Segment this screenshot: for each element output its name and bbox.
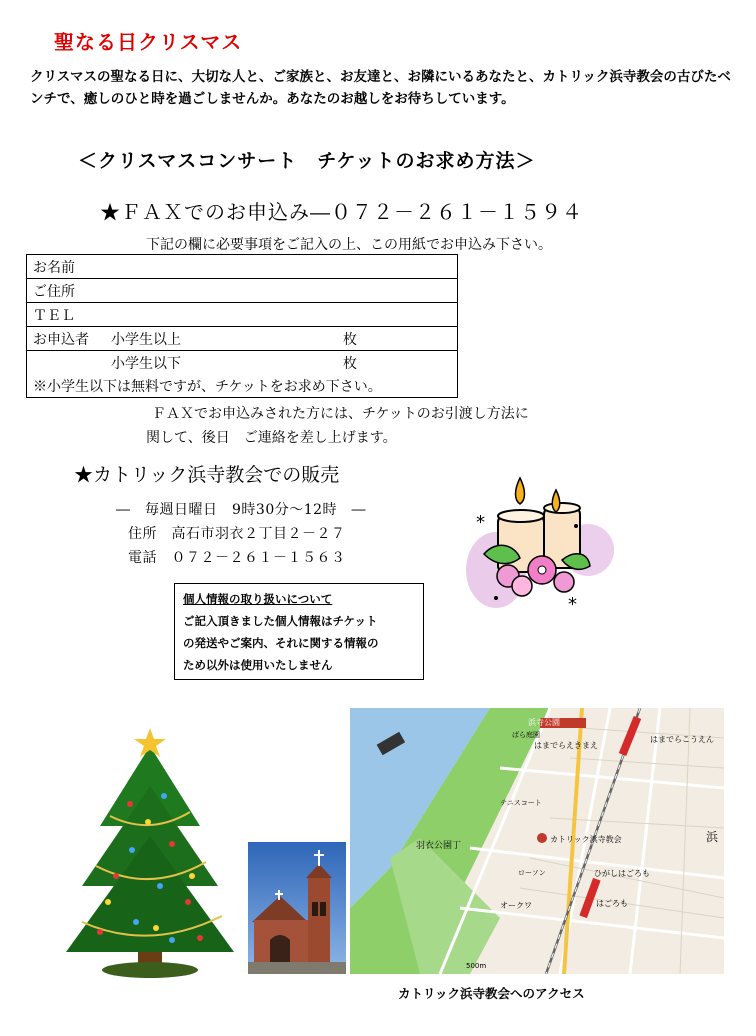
adult-unit: 枚 <box>343 331 357 348</box>
name-field[interactable] <box>27 255 458 279</box>
map-label-lawson: ローソン <box>518 869 546 877</box>
fax-followup <box>146 402 529 450</box>
address-label: ご住所 <box>33 283 75 300</box>
form-note: ※小学生以下は無料ですが、チケットをお求め下さい。 <box>27 374 458 398</box>
tel-field[interactable] <box>27 303 458 327</box>
fax-instruction: 下記の欄に必要事項をご記入の上、この用紙でお申込み下さい。 <box>146 237 552 253</box>
store-hours: ― 毎週日曜日 9時30分～12時 ― <box>116 502 367 518</box>
application-form <box>26 254 458 398</box>
adult-qty-field[interactable] <box>27 327 458 351</box>
map-label-hamadera-koen: はまでらこうえん <box>650 735 714 744</box>
map-label-tennis: テニスコート <box>500 799 542 807</box>
privacy-line2: の発送やご案内、それに関する情報の <box>183 636 379 650</box>
fax-heading: ★ＦＡＸでのお申込み―０７２－２６１－１５９４ <box>100 200 583 224</box>
privacy-line3: ため以外は使用いたしません <box>183 658 333 672</box>
child-unit: 枚 <box>343 355 357 372</box>
map-label-park-top: 浜寺公園 <box>528 718 560 727</box>
map-label-hagoromo-station: はごろも <box>596 899 628 908</box>
applicant-label: お申込者 <box>33 331 89 348</box>
privacy-line1: ご記入頂きました個人情報はチケット <box>183 614 378 628</box>
store-heading: ★カトリック浜寺教会での販売 <box>74 464 340 486</box>
ticket-heading: ＜クリスマスコンサート チケットのお求め方法＞ <box>78 150 536 172</box>
map-label-hama: 浜 <box>706 830 719 844</box>
page-title: 聖なる日クリスマス <box>54 30 243 54</box>
map-label-rose: ばら庭園 <box>512 731 540 739</box>
candle-illustration <box>456 470 622 620</box>
tel-label: ＴＥＬ <box>33 307 75 324</box>
adult-label: 小学生以上 <box>111 331 181 348</box>
child-qty-field[interactable] <box>27 351 458 375</box>
name-label: お名前 <box>33 259 75 276</box>
fax-followup-line2: 関して、後日 ご連絡を差し上げます。 <box>146 430 397 446</box>
map-caption: カトリック浜寺教会へのアクセス <box>398 986 585 1001</box>
address-field[interactable] <box>27 279 458 303</box>
church-photo <box>248 842 346 974</box>
store-phone: 電話 ０７２－２６１－１５６３ <box>128 550 346 566</box>
map-label-hagoromo-park: 羽衣公園丁 <box>416 841 462 851</box>
child-label: 小学生以下 <box>111 355 181 372</box>
map-label-hamadera-station: はまでらえきまえ <box>534 741 598 750</box>
svg-text:*: * <box>568 594 577 615</box>
map-label-higashi: ひがしはごろも <box>594 869 650 878</box>
store-address: 住所 高石市羽衣２丁目２－２７ <box>128 526 346 542</box>
christmas-tree-image <box>60 726 240 982</box>
fax-followup-line1: ＦＡＸでお申込みされた方には、チケットのお引渡し方法に <box>152 406 529 422</box>
map-label-church: カトリック浜寺教会 <box>550 835 622 844</box>
store-info <box>116 498 367 570</box>
privacy-title: 個人情報の取り扱いについて <box>183 592 333 606</box>
svg-text:*: * <box>476 512 485 533</box>
map-scale: 500m <box>466 962 487 970</box>
intro-text: クリスマスの聖なる日に、大切な人と、ご家族と、お友達と、お隣にいるあなたと、カトリック浜寺教会の古びたベンチで、癒しのひと時を過ごしませんか。あなたのお越しをお待ちしています。 <box>30 69 731 107</box>
privacy-notice <box>174 583 424 680</box>
access-map[interactable] <box>350 708 724 974</box>
map-label-okuwa: オークワ <box>500 901 532 910</box>
